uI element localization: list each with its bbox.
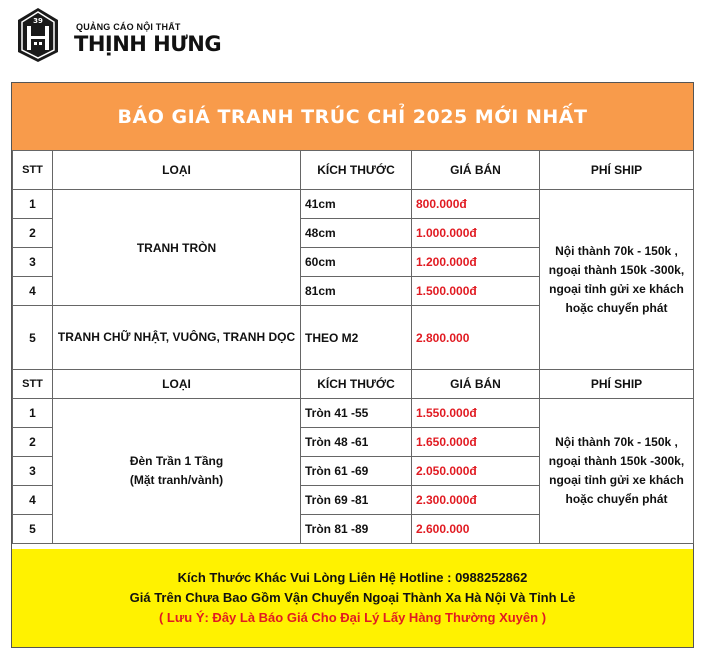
price-sheet [11,82,694,648]
header-size: KÍCH THƯỚC [301,151,412,190]
table-header-row [13,151,694,190]
row-price: 2.600.000 [412,515,540,544]
row-size: Tròn 81 -89 [301,515,412,544]
row-stt: 1 [13,399,53,428]
row-stt: 5 [13,515,53,544]
row-size: 60cm [301,248,412,277]
row-size: 48cm [301,219,412,248]
footer-dealer-note: ( Lưu Ý: Đây Là Báo Giá Cho Đại Lý Lấy Hàng Thường Xuyên ) [158,610,547,625]
row-size: Tròn 48 -61 [301,428,412,457]
type-ceiling-light [53,399,301,544]
row-stt: 2 [13,219,53,248]
row-stt: 2 [13,428,53,457]
row-price: 1.550.000đ [412,399,540,428]
logo-tagline: QUẢNG CÁO NỘI THẤT [76,22,181,32]
header-stt: STT [13,151,53,190]
row-price: 1.650.000đ [412,428,540,457]
row-size: 81cm [301,277,412,306]
type-round: TRANH TRÒN [53,190,301,306]
row-stt: 4 [13,486,53,515]
row-price: 1.500.000đ [412,277,540,306]
row-size: Tròn 69 -81 [301,486,412,515]
row-price: 1.000.000đ [412,219,540,248]
header-type: LOẠI [53,151,301,190]
row-size: Tròn 61 -69 [301,457,412,486]
row-price: 2.050.000đ [412,457,540,486]
footer-notes [12,549,693,647]
table-row [13,190,694,219]
brand-logo [16,6,222,66]
sheet-title: BÁO GIÁ TRANH TRÚC CHỈ 2025 MỚI NHẤT [12,83,693,150]
row-stt: 3 [13,248,53,277]
header-ship: PHÍ SHIP [540,370,694,399]
row-stt: 4 [13,277,53,306]
type-rect: TRANH CHỮ NHẬT, VUÔNG, TRANH DỌC [53,306,301,370]
header-stt: STT [13,370,53,399]
logo-badge-number: 39 [33,17,43,25]
house-logo-icon [16,6,60,62]
row-price: 1.200.000đ [412,248,540,277]
row-price: 2.800.000 [412,306,540,370]
row-price: 2.300.000đ [412,486,540,515]
row-stt: 3 [13,457,53,486]
header-price: GIÁ BÁN [412,370,540,399]
row-stt: 1 [13,190,53,219]
row-stt: 5 [13,306,53,370]
logo-brand: THỊNH HƯNG [74,32,222,56]
footer-shipping-note: Giá Trên Chưa Bao Gồm Vận Chuyển Ngoại Thành Xa Hà Nội Và Tỉnh Lẻ [129,590,576,605]
row-size: THEO M2 [301,306,412,370]
type-label-2: (Mặt tranh/vành) [129,473,224,487]
type-label-1: Đèn Trần 1 Tầng [129,454,224,468]
header-ship: PHÍ SHIP [540,151,694,190]
header-type: LOẠI [53,370,301,399]
ship-info: Nội thành 70k - 150k , ngoại thành 150k -300k, ngoại tỉnh gửi xe khách hoặc chuyển phát [540,399,694,544]
table-row [13,399,694,428]
row-size: 41cm [301,190,412,219]
price-table [12,150,694,544]
footer-hotline: Kích Thước Khác Vui Lòng Liên Hệ Hotline : 0988252862 [177,570,528,585]
header-price: GIÁ BÁN [412,151,540,190]
row-price: 800.000đ [412,190,540,219]
header-size: KÍCH THƯỚC [301,370,412,399]
row-size: Tròn 41 -55 [301,399,412,428]
table-header-row [13,370,694,399]
ship-info: Nội thành 70k - 150k , ngoại thành 150k -300k, ngoại tỉnh gửi xe khách hoặc chuyển phát [540,190,694,370]
